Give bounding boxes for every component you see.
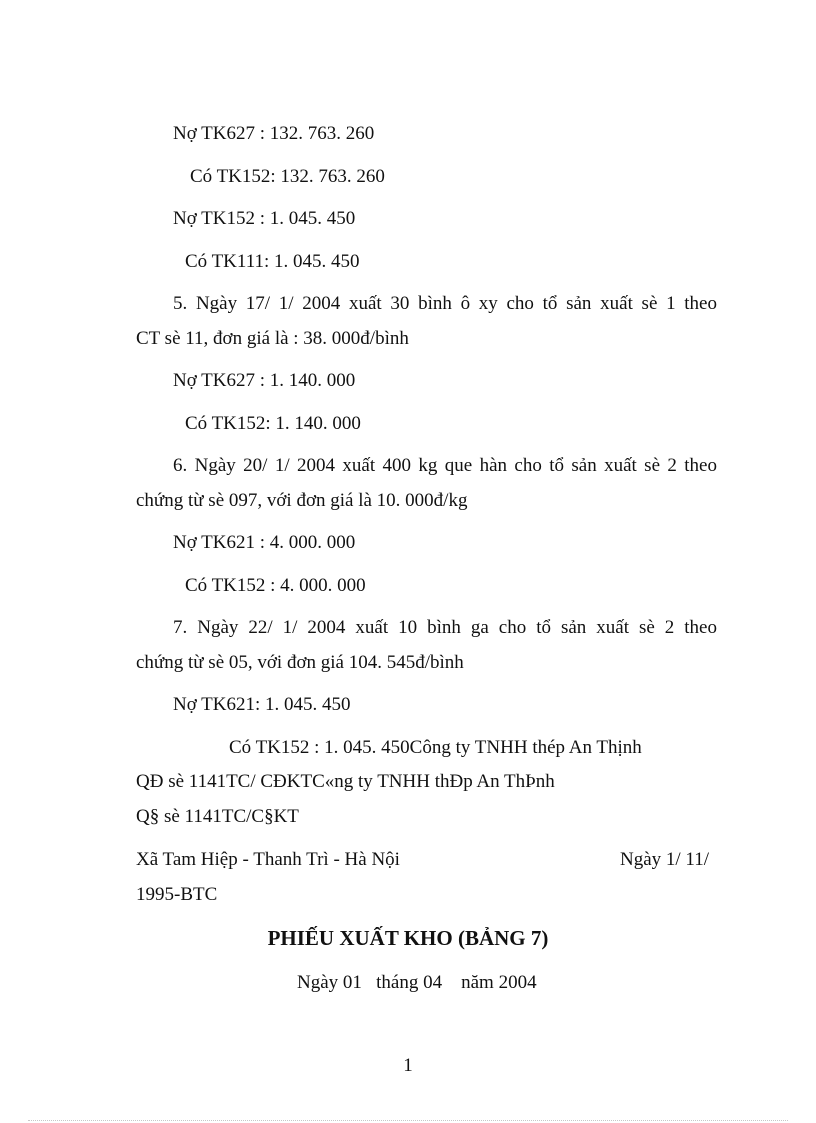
item-6-line2: chứng từ sè 097, với đơn giá là 10. 000đ/kg [136,490,468,511]
item-6-line1: 6. Ngày 20/ 1/ 2004 xuất 400 kg que hàn cho tổ sản xuất sè 2 theo [173,455,717,476]
entry-debit: Nợ TK621 : 4. 000. 000 [173,532,356,553]
entry-debit: Nợ TK621: 1. 045. 450 [173,694,351,715]
page-number: 1 [403,1055,413,1076]
item-5-line2: CT sè 11, đơn giá là : 38. 000đ/bình [136,328,409,349]
entry-credit: Có TK152 : 4. 000. 000 [185,575,366,596]
page-divider [28,1120,788,1121]
entry-credit: Có TK152: 132. 763. 260 [190,166,385,187]
document-date: Ngày 01 tháng 04 năm 2004 [297,972,537,993]
decision-line: Q§ sè 1141TC/C§KT [136,806,299,827]
entry-debit: Nợ TK627 : 1. 140. 000 [173,370,356,391]
entry-credit-company: Có TK152 : 1. 045. 450Công ty TNHH thép An Thịnh [229,737,642,758]
page-title: PHIẾU XUẤT KHO (BẢNG 7) [267,926,549,950]
entry-debit: Nợ TK627 : 132. 763. 260 [173,123,375,144]
entry-debit: Nợ TK152 : 1. 045. 450 [173,208,356,229]
entry-credit: Có TK152: 1. 140. 000 [185,413,361,434]
item-5-line1: 5. Ngày 17/ 1/ 2004 xuất 30 bình ô xy cho tổ sản xuất sè 1 theo [173,293,717,314]
decision-line-garbled: QĐ sè 1141TC/ CĐKTC«ng ty TNHH thÐp An ThÞnh [136,771,555,792]
decision-date: Ngày 1/ 11/ [620,849,710,870]
item-7-line2: chứng từ sè 05, với đơn giá 104. 545đ/bình [136,652,464,673]
item-7-line1: 7. Ngày 22/ 1/ 2004 xuất 10 bình ga cho tổ sản xuất sè 2 theo [173,617,717,638]
decision-date-continued: 1995-BTC [136,884,218,905]
entry-credit: Có TK111: 1. 045. 450 [185,251,360,272]
company-address: Xã Tam Hiệp - Thanh Trì - Hà Nội [136,849,400,870]
